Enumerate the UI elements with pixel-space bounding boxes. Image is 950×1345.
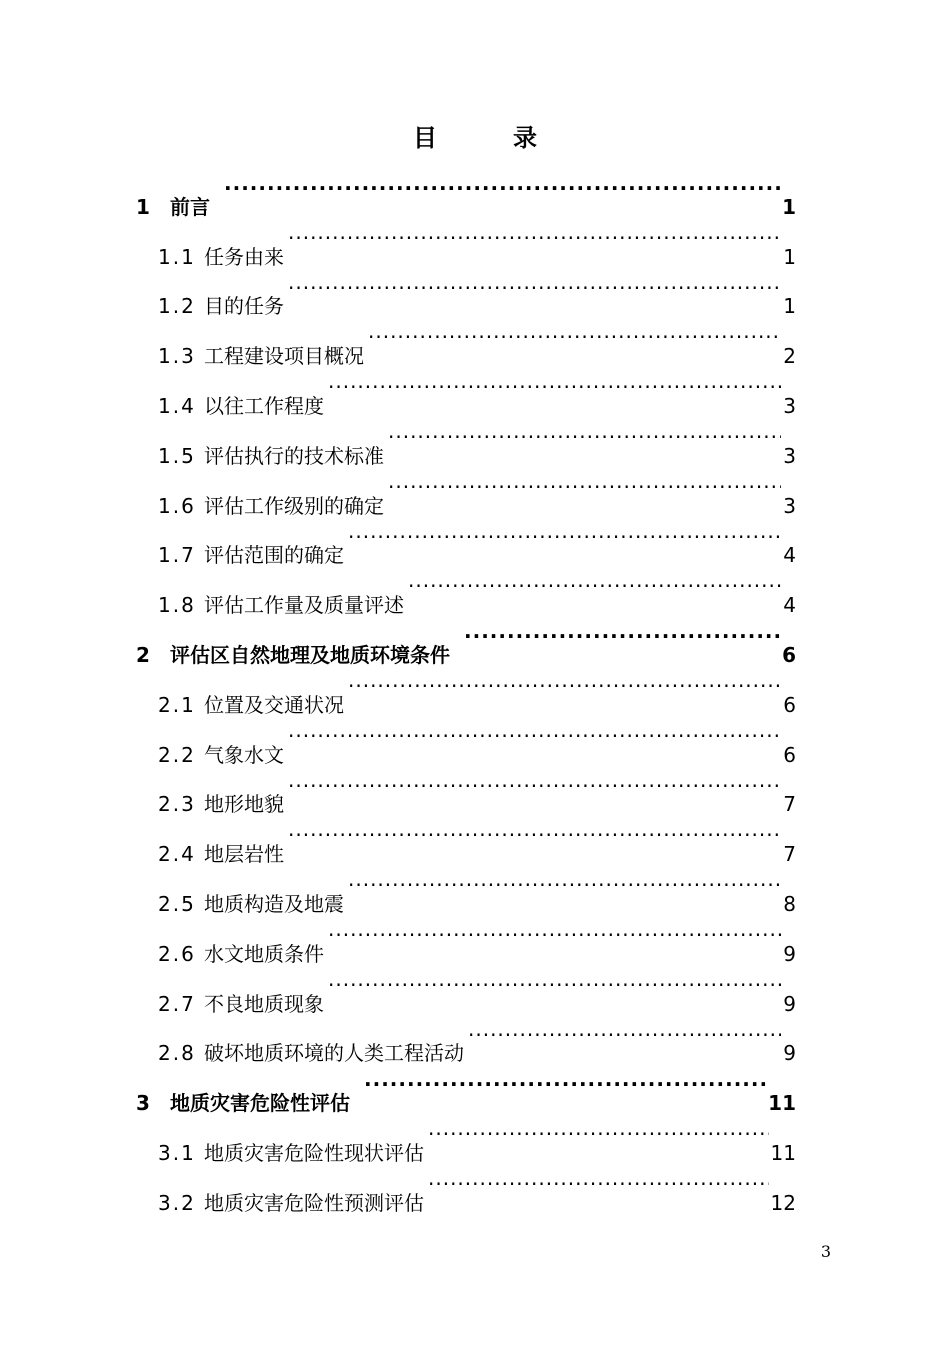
toc-dot-leader	[288, 762, 781, 812]
toc-entry-page: 7	[783, 792, 796, 817]
toc-entry-text: 地质灾害危险性现状评估	[204, 1140, 424, 1165]
toc-entry-text: 地形地貌	[204, 792, 284, 817]
toc-entry-page: 1	[783, 244, 796, 269]
toc-entry-number: 2.4	[158, 842, 196, 867]
toc-entry-text: 地层岩性	[204, 842, 284, 867]
toc-dot-leader	[368, 313, 781, 363]
toc-entry-text: 以往工作程度	[204, 393, 324, 418]
toc-title-right: 录	[513, 124, 537, 152]
toc-dot-leader	[364, 1060, 766, 1110]
toc-entry-number: 2.5	[158, 891, 196, 916]
toc-entry-page: 2	[783, 344, 796, 369]
toc-entry-text: 水文地质条件	[204, 941, 324, 966]
toc-dot-leader	[348, 861, 781, 911]
toc-entry-number: 2.3	[158, 792, 196, 817]
toc-entry-page: 6	[782, 642, 796, 667]
toc-dot-leader	[328, 961, 781, 1011]
toc-title-left: 目	[413, 124, 437, 152]
toc-entry-number: 1.3	[158, 344, 196, 369]
toc-entry-number: 2.7	[158, 991, 196, 1016]
toc-entry-text: 位置及交通状况	[204, 692, 344, 717]
toc-entry[interactable]	[136, 214, 796, 269]
toc-dot-leader	[388, 463, 781, 513]
toc-entry-text: 评估范围的确定	[204, 543, 344, 568]
toc-dot-leader	[288, 214, 781, 264]
toc-entry[interactable]	[136, 164, 796, 219]
toc-entry-page: 4	[783, 593, 796, 618]
toc-entry-page: 6	[783, 742, 796, 767]
toc-entry-text: 任务由来	[204, 244, 284, 269]
toc-entry-page: 9	[783, 991, 796, 1016]
toc-dot-leader	[288, 264, 781, 314]
toc-entry-page: 3	[783, 393, 796, 418]
toc-entry-text: 目的任务	[204, 294, 284, 319]
toc-entry-page: 11	[770, 1140, 796, 1165]
toc-entry-number: 2.8	[158, 1041, 196, 1066]
toc-entry-number: 1.5	[158, 443, 196, 468]
toc-dot-leader	[428, 1160, 769, 1210]
toc-entry-text: 评估工作级别的确定	[204, 493, 384, 518]
toc-entry-text: 地质构造及地震	[204, 891, 344, 916]
toc-entry-page: 4	[783, 543, 796, 568]
toc-entry-number: 2.6	[158, 941, 196, 966]
toc-dot-leader	[328, 911, 781, 961]
toc-entry-text: 地质灾害危险性评估	[170, 1091, 350, 1116]
toc-entry-page: 12	[770, 1190, 796, 1215]
toc-entry-number: 2.1	[158, 692, 196, 717]
toc-entry-number: 1.8	[158, 593, 196, 618]
toc-entry-page: 6	[783, 692, 796, 717]
toc-entry-text: 破坏地质环境的人类工程活动	[204, 1041, 464, 1066]
toc-list	[136, 164, 796, 1215]
toc-entry-page: 9	[783, 941, 796, 966]
toc-dot-leader	[428, 1110, 769, 1160]
toc-entry-number: 3	[136, 1091, 150, 1116]
footer-page-number: 3	[820, 1242, 832, 1261]
toc-entry-number: 1.2	[158, 294, 196, 319]
toc-entry-number: 2.2	[158, 742, 196, 767]
toc-entry-page: 3	[783, 443, 796, 468]
toc-entry-number: 1.6	[158, 493, 196, 518]
toc-entry-text: 不良地质现象	[204, 991, 324, 1016]
toc-dot-leader	[224, 164, 780, 214]
toc-entry-number: 3.1	[158, 1140, 196, 1165]
toc-entry-number: 1.4	[158, 393, 196, 418]
toc-entry-number: 3.2	[158, 1190, 196, 1215]
toc-entry-number: 2	[136, 642, 150, 667]
toc-entry-text: 前言	[170, 194, 210, 219]
toc-entry-page: 9	[783, 1041, 796, 1066]
toc-entry-page: 1	[782, 194, 796, 219]
toc-dot-leader	[348, 513, 781, 563]
toc-dot-leader	[408, 562, 781, 612]
toc-dot-leader	[468, 1011, 781, 1061]
toc-entry-page: 7	[783, 842, 796, 867]
toc-entry-text: 评估区自然地理及地质环境条件	[170, 642, 450, 667]
toc-entry-text: 地质灾害危险性预测评估	[204, 1190, 424, 1215]
toc-entry-page: 3	[783, 493, 796, 518]
toc-entry-number: 1.1	[158, 244, 196, 269]
toc-entry-text: 工程建设项目概况	[204, 344, 364, 369]
toc-dot-leader	[328, 363, 781, 413]
toc-entry-number: 1.7	[158, 543, 196, 568]
toc-entry-page: 1	[783, 294, 796, 319]
toc-title	[0, 118, 950, 158]
toc-dot-leader	[348, 662, 781, 712]
toc-dot-leader	[288, 712, 781, 762]
toc-entry-page: 11	[768, 1091, 796, 1116]
toc-entry-text: 评估执行的技术标准	[204, 443, 384, 468]
toc-entry-text: 气象水文	[204, 742, 284, 767]
toc-entry-text: 评估工作量及质量评述	[204, 593, 404, 618]
toc-entry-number: 1	[136, 194, 150, 219]
toc-dot-leader	[288, 811, 781, 861]
toc-dot-leader	[388, 413, 781, 463]
toc-entry-page: 8	[783, 891, 796, 916]
toc-dot-leader	[464, 612, 780, 662]
